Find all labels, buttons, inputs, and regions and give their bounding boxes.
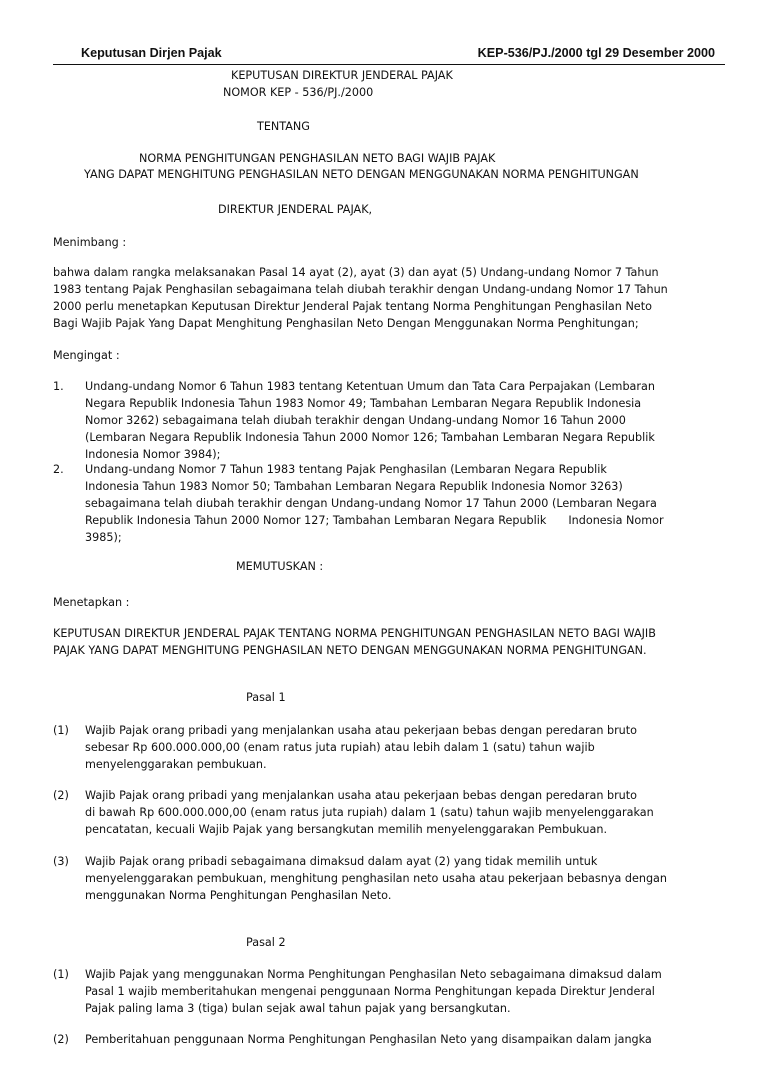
text-line: sebagaimana telah diubah terakhir dengan Undang-undang Nomor 17 Tahun 2000 (Lembaran Negara: [85, 497, 657, 510]
text-line: Indonesia Tahun 1983 Nomor 50; Tambahan Lembaran Negara Republik Indonesia Nomor 3263): [85, 480, 623, 493]
text-segment: Republik Indonesia Tahun 2000 Nomor 127; Tambahan Lembaran Negara Republik: [85, 514, 547, 527]
text-line: Wajib Pajak orang pribadi sebagaimana dimaksud dalam ayat (2) yang tidak memilih untuk: [85, 855, 598, 868]
pasal-2-heading: Pasal 2: [246, 936, 286, 949]
text-line: Undang-undang Nomor 7 Tahun 1983 tentang Pajak Penghasilan (Lembaran Negara Republik: [85, 463, 607, 476]
ayat-text: [85, 787, 654, 838]
text-line: menyelenggarakan pembukuan, menghitung penghasilan neto usaha atau pekerjaan bebasnya dengan: [85, 872, 667, 885]
menetapkan-text: [53, 625, 656, 659]
text-line: menyelenggarakan pembukuan.: [85, 758, 267, 771]
decree-title: KEPUTUSAN DIREKTUR JENDERAL PAJAK: [231, 69, 453, 82]
text-segment: Indonesia Nomor: [568, 514, 664, 527]
list-item: [85, 461, 664, 546]
menetapkan-label: Menetapkan :: [53, 596, 130, 609]
ayat-number: (1): [53, 724, 69, 737]
list-number: 2.: [53, 463, 64, 476]
subject-line-2: YANG DAPAT MENGHITUNG PENGHASILAN NETO DENGAN MENGGUNAKAN NORMA PENGHITUNGAN: [84, 168, 639, 181]
tentang-label: TENTANG: [257, 120, 310, 133]
text-line: 3985);: [85, 531, 122, 544]
text-line: bahwa dalam rangka melaksanakan Pasal 14 ayat (2), ayat (3) dan ayat (5) Undang-undang Nomor 7 Tahun: [53, 266, 659, 279]
text-line: Undang-undang Nomor 6 Tahun 1983 tentang Ketentuan Umum dan Tata Cara Perpajakan (Lembaran: [85, 380, 655, 393]
ayat-text: [85, 1031, 652, 1048]
decree-number: NOMOR KEP - 536/PJ./2000: [223, 86, 374, 99]
memutuskan-heading: MEMUTUSKAN :: [236, 560, 324, 573]
text-line: pencatatan, kecuali Wajib Pajak yang bersangkutan memilih menyelenggarakan Pembukuan.: [85, 823, 608, 836]
text-line: Pemberitahuan penggunaan Norma Penghitungan Penghasilan Neto yang disampaikan dalam jangka: [85, 1033, 652, 1046]
text-line: Bagi Wajib Pajak Yang Dapat Menghitung Penghasilan Neto Dengan Menggunakan Norma Penghitungan;: [53, 317, 639, 330]
header-doc-number: KEP-536/PJ./2000 tgl 29 Desember 2000: [477, 46, 715, 60]
pasal-1-heading: Pasal 1: [246, 691, 286, 704]
ayat-number: (2): [53, 1033, 69, 1046]
header-doc-type: Keputusan Dirjen Pajak: [81, 46, 222, 60]
text-line: [85, 512, 664, 529]
text-line: (Lembaran Negara Republik Indonesia Tahun 2000 Nomor 126; Tambahan Lembaran Negara Republik: [85, 431, 655, 444]
text-line: 1983 tentang Pajak Penghasilan sebagaimana telah diubah terakhir dengan Undang-undang Nomor 17 Tahun: [53, 283, 668, 296]
text-line: Negara Republik Indonesia Tahun 1983 Nomor 49; Tambahan Lembaran Negara Republik Indonesia: [85, 397, 642, 410]
ayat-text: [85, 722, 637, 773]
ayat-text: [85, 966, 662, 1017]
text-line: menggunakan Norma Penghitungan Penghasilan Neto.: [85, 889, 392, 902]
text-line: sebesar Rp 600.000.000,00 (enam ratus juta rupiah) atau lebih dalam 1 (satu) tahun wajib: [85, 741, 595, 754]
text-line: PAJAK YANG DAPAT MENGHITUNG PENGHASILAN NETO DENGAN MENGGUNAKAN NORMA PENGHITUNGAN.: [53, 644, 647, 657]
text-line: Pajak paling lama 3 (tiga) bulan sejak awal tahun pajak yang bersangkutan.: [85, 1002, 511, 1015]
issuer: DIREKTUR JENDERAL PAJAK,: [218, 203, 373, 216]
ayat-number: (3): [53, 855, 69, 868]
text-line: Indonesia Nomor 3984);: [85, 448, 221, 461]
subject-line-1: NORMA PENGHITUNGAN PENGHASILAN NETO BAGI WAJIB PAJAK: [139, 152, 496, 165]
text-line: Wajib Pajak orang pribadi yang menjalankan usaha atau pekerjaan bebas dengan peredaran bruto: [85, 724, 637, 737]
ayat-number: (1): [53, 968, 69, 981]
text-line: KEPUTUSAN DIREKTUR JENDERAL PAJAK TENTANG NORMA PENGHITUNGAN PENGHASILAN NETO BAGI WAJIB: [53, 627, 656, 640]
menimbang-text: [53, 264, 668, 332]
menimbang-label: Menimbang :: [53, 236, 127, 249]
text-line: Wajib Pajak orang pribadi yang menjalankan usaha atau pekerjaan bebas dengan peredaran bruto: [85, 789, 637, 802]
text-line: Pasal 1 wajib memberitahukan mengenai penggunaan Norma Penghitungan kepada Direktur Jenderal: [85, 985, 655, 998]
text-line: di bawah Rp 600.000.000,00 (enam ratus juta rupiah) dalam 1 (satu) tahun wajib menyelenggarakan: [85, 806, 654, 819]
list-item: [85, 378, 655, 463]
text-line: Wajib Pajak yang menggunakan Norma Penghitungan Penghasilan Neto sebagaimana dimaksud dalam: [85, 968, 662, 981]
running-header: [53, 46, 725, 65]
mengingat-label: Mengingat :: [53, 349, 120, 362]
ayat-number: (2): [53, 789, 69, 802]
text-line: 2000 perlu menetapkan Keputusan Direktur Jenderal Pajak tentang Norma Penghitungan Penghasilan Neto: [53, 300, 652, 313]
text-line: Nomor 3262) sebagaimana telah diubah terakhir dengan Undang-undang Nomor 16 Tahun 2000: [85, 414, 626, 427]
ayat-text: [85, 853, 667, 904]
list-number: 1.: [53, 380, 64, 393]
